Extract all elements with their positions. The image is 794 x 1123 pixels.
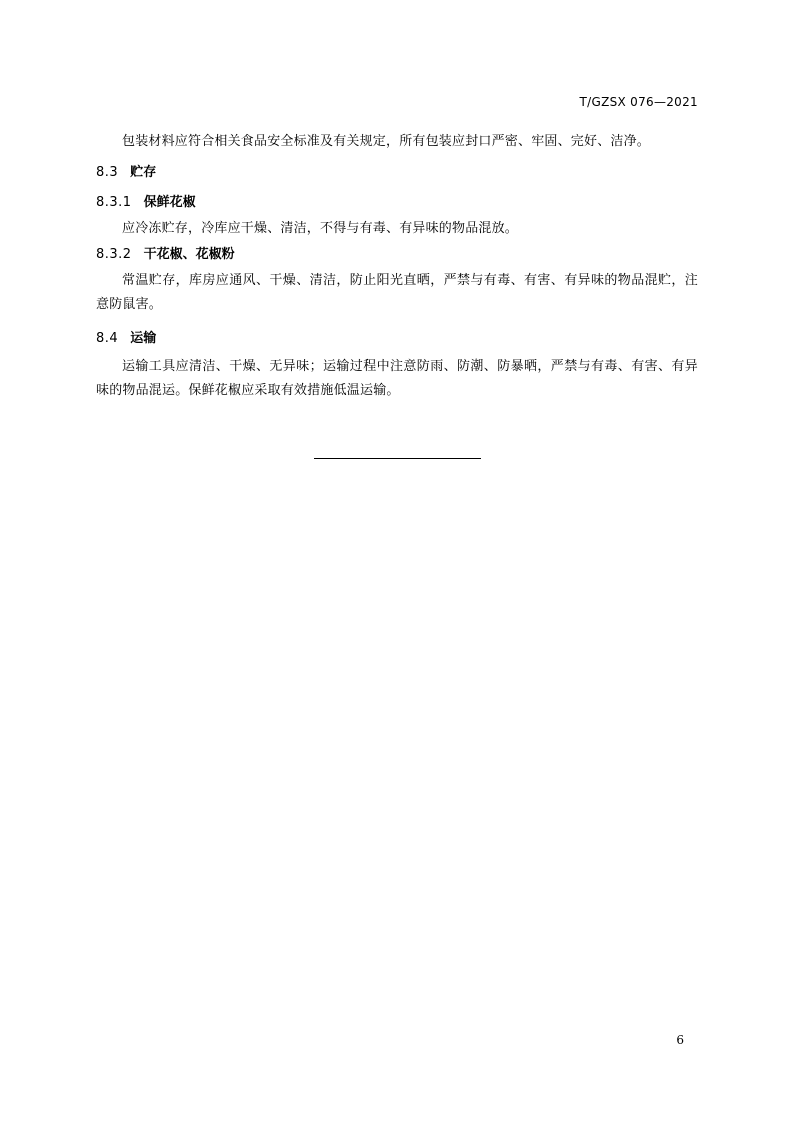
document-code: T/GZSX 076—2021	[579, 95, 698, 109]
section-title: 干花椒、花椒粉	[143, 247, 235, 262]
document-body	[96, 130, 698, 403]
packaging-paragraph: 包装材料应符合相关食品安全标准及有关规定，所有包装应封口严密、牢固、完好、洁净。	[122, 134, 651, 149]
end-of-document-rule	[314, 458, 481, 459]
section-title: 运输	[130, 331, 157, 346]
page-number: 6	[676, 1033, 684, 1047]
section-number: 8.4	[96, 331, 119, 346]
section-title: 保鲜花椒	[143, 195, 196, 210]
section-number: 8.3	[96, 165, 119, 180]
section-heading-8-3-1	[96, 193, 698, 213]
section-heading-8-3-2	[96, 245, 698, 265]
section-title: 贮存	[130, 165, 157, 180]
section-number: 8.3.1	[96, 195, 132, 210]
section-number: 8.3.2	[96, 247, 132, 262]
section-heading-8-4	[96, 329, 698, 349]
dried-pepper-storage-paragraph: 常温贮存，库房应通风、干燥、清洁，防止阳光直晒，严禁与有毒、有害、有异味的物品混贮，注意防鼠害。	[96, 273, 698, 312]
transport-paragraph: 运输工具应清洁、干燥、无异味；运输过程中注意防雨、防潮、防暴晒，严禁与有毒、有害、有异味的物品混运。保鲜花椒应采取有效措施低温运输。	[96, 359, 698, 398]
fresh-pepper-storage-paragraph: 应冷冻贮存，冷库应干燥、清洁，不得与有毒、有异味的物品混放。	[122, 221, 519, 236]
section-heading-8-3	[96, 163, 698, 183]
